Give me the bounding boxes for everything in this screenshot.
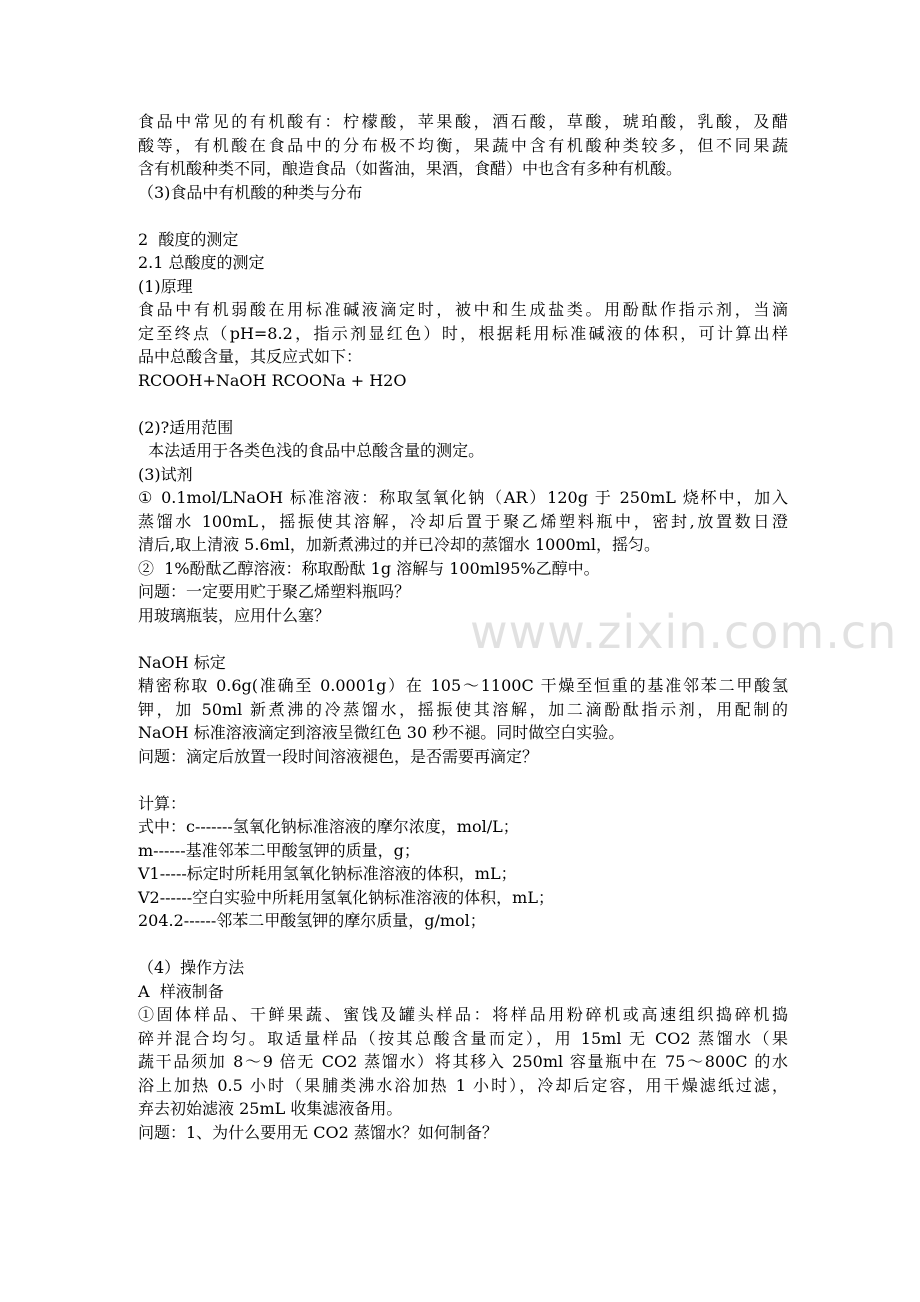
variable-definition: 式中：c-------氢氧化钠标准溶液的摩尔浓度，mol/L； [138,817,519,836]
section-procedure [138,956,788,1144]
section-calculation [138,792,788,933]
text-line: 食品中常见的有机酸有：柠檬酸，苹果酸，酒石酸，草酸，琥珀酸，乳酸，及醋 [138,112,788,131]
section-naoh-calibration [138,651,788,769]
text-line: 定至终点（pH=8.2，指示剂显红色）时，根据耗用标准碱液的体积，可计算出样 [138,323,788,343]
watermark: www.zixin.com.cn [470,605,898,659]
variable-definition: m------基准邻苯二甲酸氢钾的质量，g； [138,840,420,860]
question-line: 问题：滴定后放置一段时间溶液褪色，是否需要再滴定？ [138,746,539,766]
spacer [138,392,788,416]
heading-3: （3)食品中有机酸的种类与分布 [138,182,363,202]
text-line: 蒸馏水 100mL，摇振使其溶解，冷却后置于聚乙烯塑料瓶中，密封,放置数日澄 [138,511,788,531]
text-line: 食品中有机弱酸在用标准碱液滴定时，被中和生成盐类。用酚酞作指示剂，当滴 [138,300,788,319]
text-line: 精密称取 0.6g(准确至 0.0001g）在 105～1100C 干燥至恒重的基准邻苯二甲酸氢 [138,676,788,695]
spacer [138,933,788,957]
variable-definition: V1-----标定时所耗用氢氧化钠标准溶液的体积，mL； [138,864,517,883]
text-line: ② 1%酚酞乙醇溶液：称取酚酞 1g 溶解与 100ml95%乙醇中。 [138,558,600,578]
variable-definition: 204.2------邻苯二甲酸氢钾的摩尔质量，g/mol； [138,911,486,930]
item-heading: （4）操作方法 [138,958,245,977]
text-line: 钾，加 50ml 新煮沸的冷蒸馏水，摇振使其溶解，加二滴酚酞指示剂，用配制的 [138,699,788,719]
item-heading: 计算： [138,793,187,813]
section-acidity [138,228,788,393]
item-heading: NaOH 标定 [138,652,226,672]
subsection-heading: 2.1 总酸度的测定 [138,253,265,272]
question-line: 问题：一定要用贮于聚乙烯塑料瓶吗？ [138,582,411,601]
text-line: 含有机酸种类不同，酿造食品（如酱油，果酒，食醋）中也含有多种有机酸。 [138,159,683,178]
item-heading: (1)原理 [138,276,193,296]
spacer [138,204,788,228]
text-line: 酸等，有机酸在食品中的分布极不均衡，果蔬中含有机酸种类较多，但不同果蔬 [138,135,788,155]
paragraph-intro [138,110,788,204]
text-line: 碎并混合均匀。取适量样品（按其总酸含量而定），用 15ml 无 CO2 蒸馏水（果 [138,1028,788,1048]
question-line: 用玻璃瓶装，应用什么塞？ [138,605,331,625]
text-line: ① 0.1mol/LNaOH 标准溶液：称取氢氧化钠（AR）120g 于 250mL 烧杯中，加入 [138,488,788,507]
section-scope-reagents [138,416,788,628]
subsection-heading: A 样液制备 [138,981,224,1001]
item-heading: (2)?适用范围 [138,417,234,437]
text-line: 品中总酸含量，其反应式如下： [138,347,363,366]
text-line: 浴上加热 0.5 小时（果脯类沸水浴加热 1 小时），冷却后定容，用干燥滤纸过滤， [138,1075,788,1095]
section-heading: 2 酸度的测定 [138,229,239,249]
question-line: 问题：1、为什么要用无 CO2 蒸馏水？如何制备？ [138,1122,498,1142]
text-line: 蔬干品须加 8～9 倍无 CO2 蒸馏水）将其移入 250ml 容量瓶中在 75～800C 的水 [138,1052,788,1071]
item-heading: (3)试剂 [138,464,193,484]
reaction-equation: RCOOH+NaOH RCOONa + H2O [138,370,407,390]
text-line: 清后,取上清液 5.6ml，加新煮沸过的并已冷却的蒸馏水 1000ml，摇匀。 [138,535,661,554]
text-line: ①固体样品、干鲜果蔬、蜜饯及罐头样品：将样品用粉碎机或高速组织捣碎机捣 [138,1005,788,1024]
variable-definition: V2------空白实验中所耗用氢氧化钠标准溶液的体积，mL； [138,887,554,907]
text-line: 弃去初始滤液 25mL 收集滤液备用。 [138,1099,403,1118]
text-line: 本法适用于各类色浅的食品中总酸含量的测定。 [138,441,485,460]
text-line: NaOH 标准溶液滴定到溶液呈微红色 30 秒不褪。同时做空白实验。 [138,723,625,742]
spacer [138,768,788,792]
